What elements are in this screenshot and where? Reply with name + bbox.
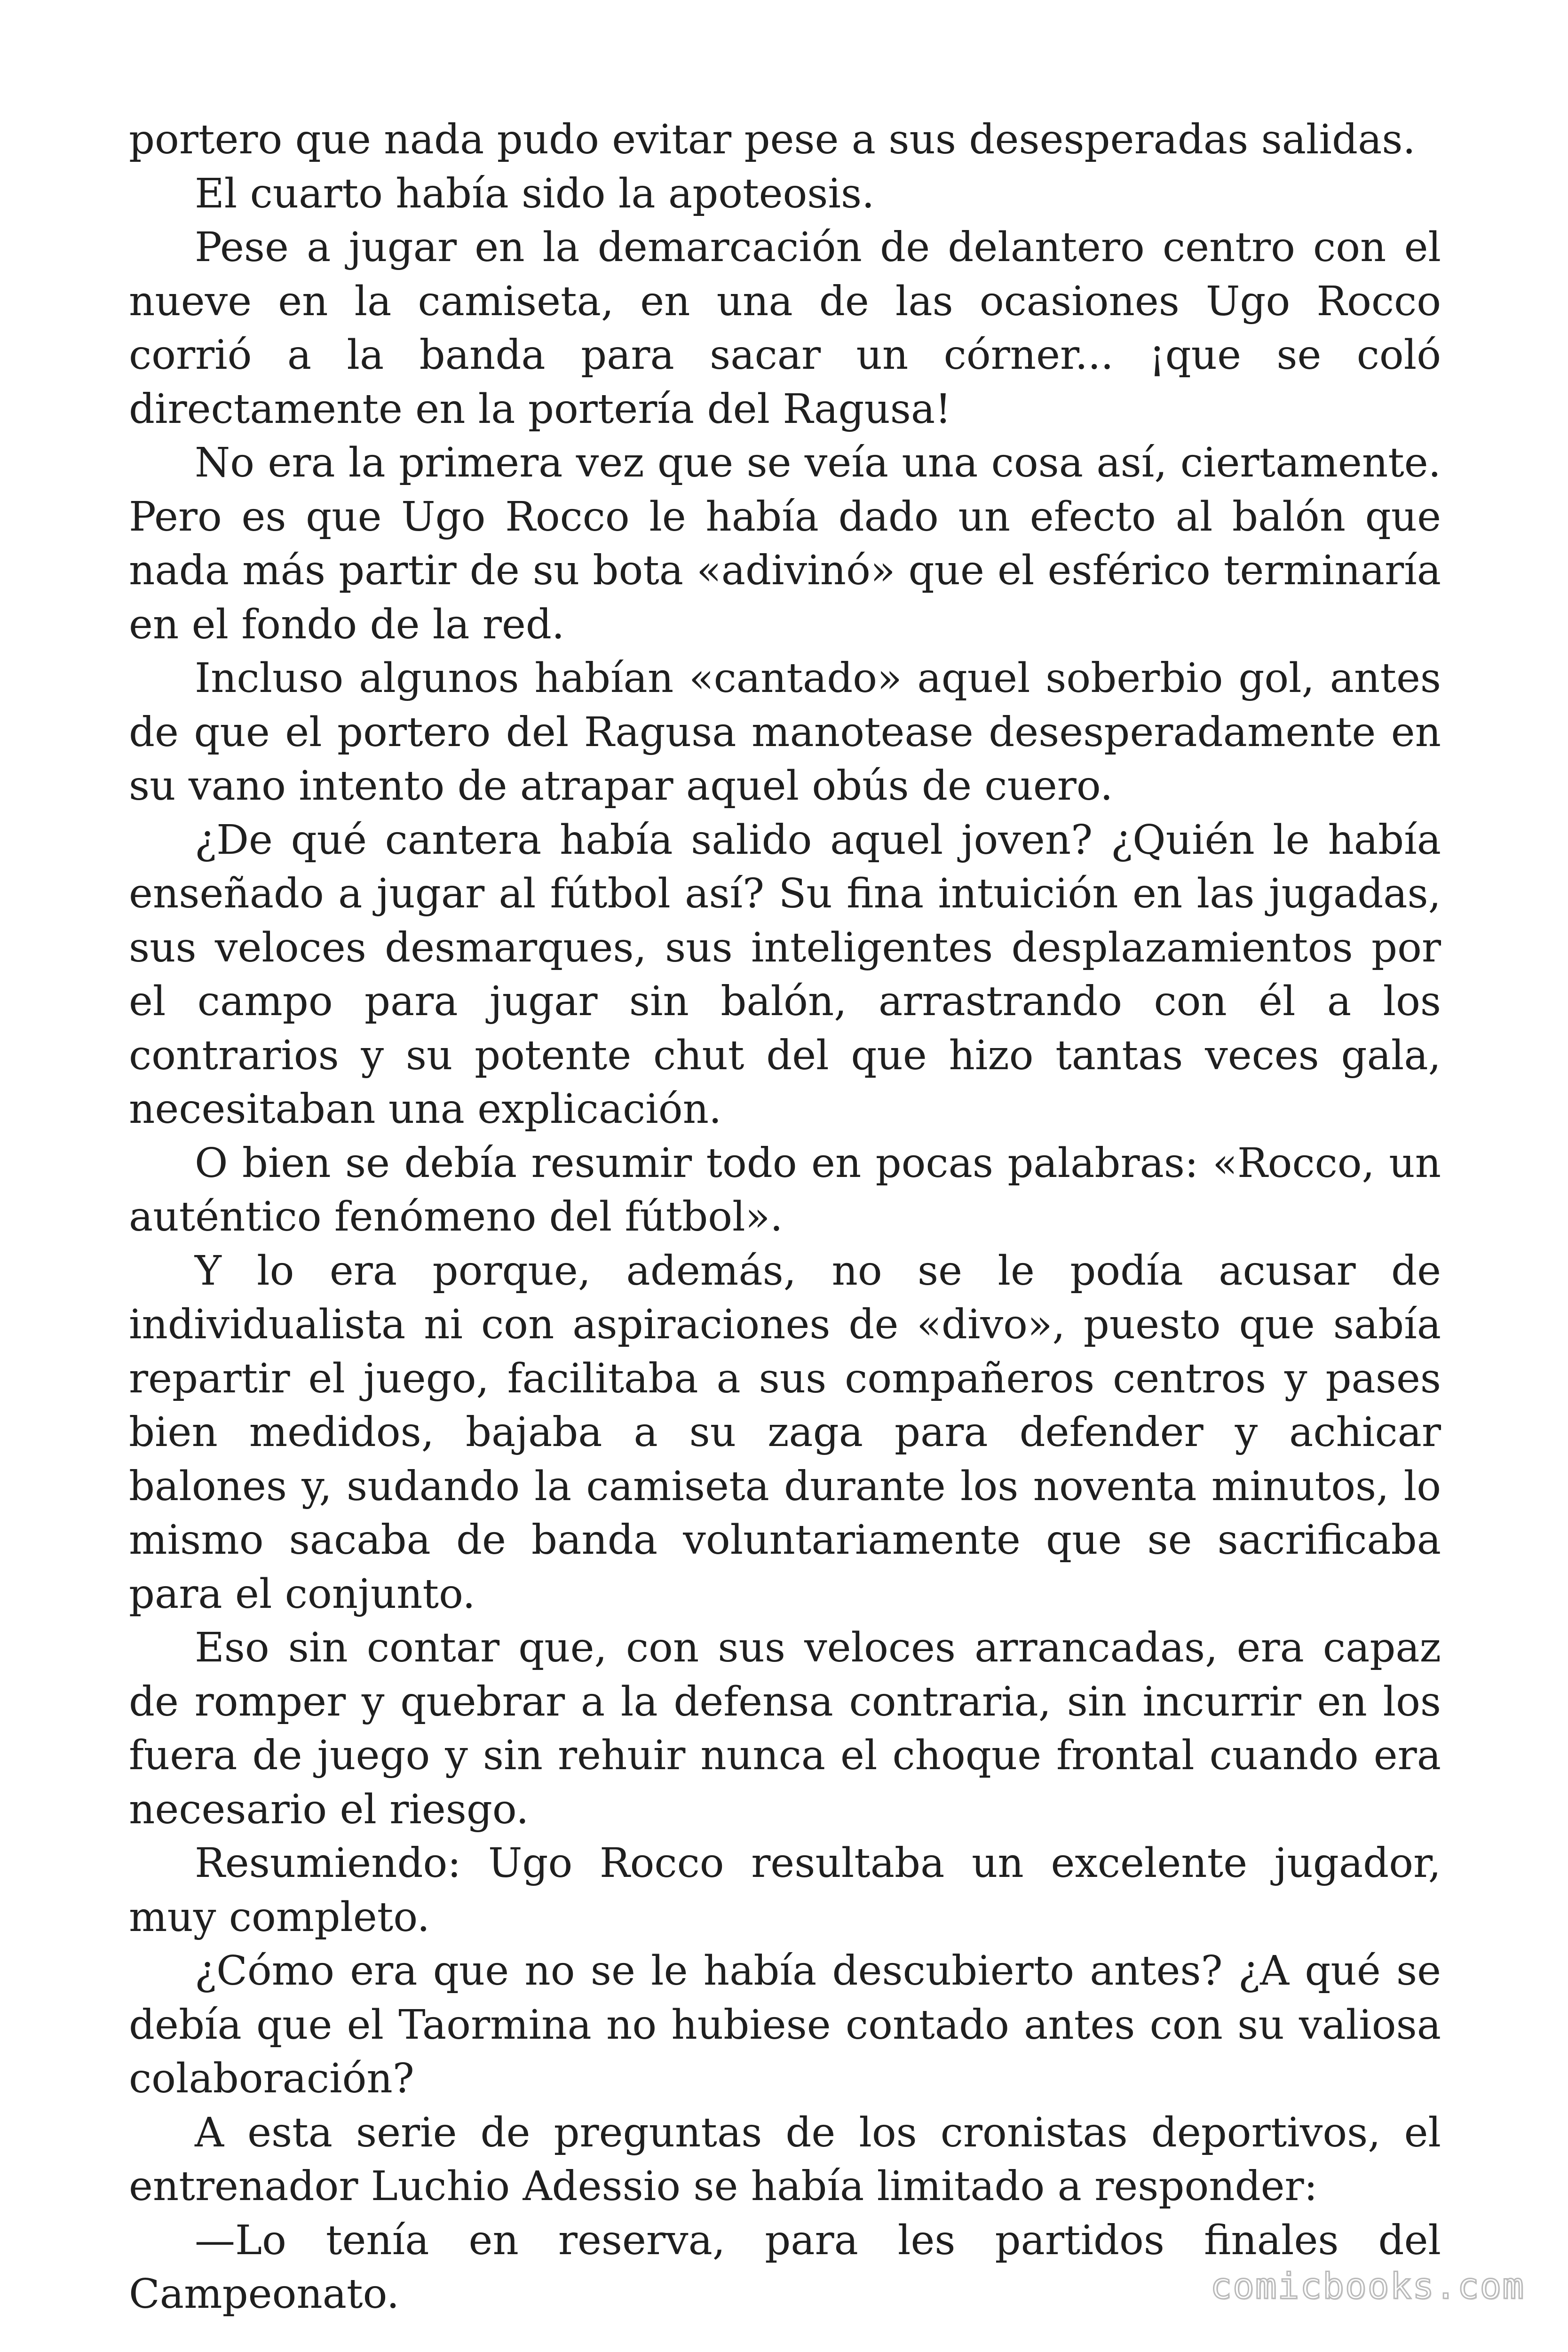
paragraph-12: A esta serie de preguntas de los cronistas deportivos, el entrenador Luchio Adessio se había limitado a responder: <box>129 2109 1441 2210</box>
paragraph-3: Pese a jugar en la demarcación de delantero centro con el nueve en la camiseta, en una de las ocasiones Ugo Rocco corrió a la banda para sacar un córner... ¡que se coló directamente en la portería del Ragusa! <box>129 224 1441 433</box>
paragraph-1: portero que nada pudo evitar pese a sus desesperadas salidas. <box>129 116 1416 163</box>
paragraph-10: Resumiendo: Ugo Rocco resultaba un excelente jugador, muy completo. <box>129 1840 1441 1941</box>
paragraph-6: ¿De qué cantera había salido aquel joven? ¿Quién le había enseñado a jugar al fútbol así? Su fina intuición en las jugadas, sus veloces desmarques, sus inteligentes desplazamientos por el campo para jugar sin balón, arrastrando con él a los contrarios y su potente chut del que hizo tantas veces gala, necesitaban una explicación. <box>129 816 1441 1133</box>
paragraph-9: Eso sin contar que, con sus veloces arrancadas, era capaz de romper y quebrar a la defensa contraria, sin incurrir en los fuera de juego y sin rehuir nunca el choque frontal cuando era necesario el riesgo. <box>129 1624 1441 1833</box>
paragraph-11: ¿Cómo era que no se le había descubierto antes? ¿A qué se debía que el Taormina no hubiese contado antes con su valiosa colaboración? <box>129 1947 1441 2102</box>
paragraph-7: O bien se debía resumir todo en pocas palabras: «Rocco, un auténtico fenómeno del fútbol». <box>129 1139 1441 1240</box>
watermark: comicbooks.com <box>1210 2265 1525 2307</box>
paragraph-2: El cuarto había sido la apoteosis. <box>195 170 875 217</box>
paragraph-5: Incluso algunos habían «cantado» aquel soberbio gol, antes de que el portero del Ragusa manotease desesperadamente en su vano intento de atrapar aquel obús de cuero. <box>129 655 1441 810</box>
paragraph-13: —Lo tenía en reserva, para les partidos finales del Campeonato. <box>129 2217 1441 2318</box>
paragraph-4: No era la primera vez que se veía una cosa así, ciertamente. Pero es que Ugo Rocco le había dado un efecto al balón que nada más partir de su bota «adivinó» que el esférico terminaría en el fondo de la red. <box>129 439 1441 648</box>
paragraph-8: Y lo era porque, además, no se le podía acusar de individualista ni con aspiraciones de «divo», puesto que sabía repartir el juego, facilitaba a sus compañeros centros y pases bien medidos, bajaba a su zaga para defender y achicar balones y, sudando la camiseta durante los noventa minutos, lo mismo sacaba de banda voluntariamente que se sacrificaba para el conjunto. <box>129 1247 1441 1618</box>
page-text <box>129 113 1441 2321</box>
